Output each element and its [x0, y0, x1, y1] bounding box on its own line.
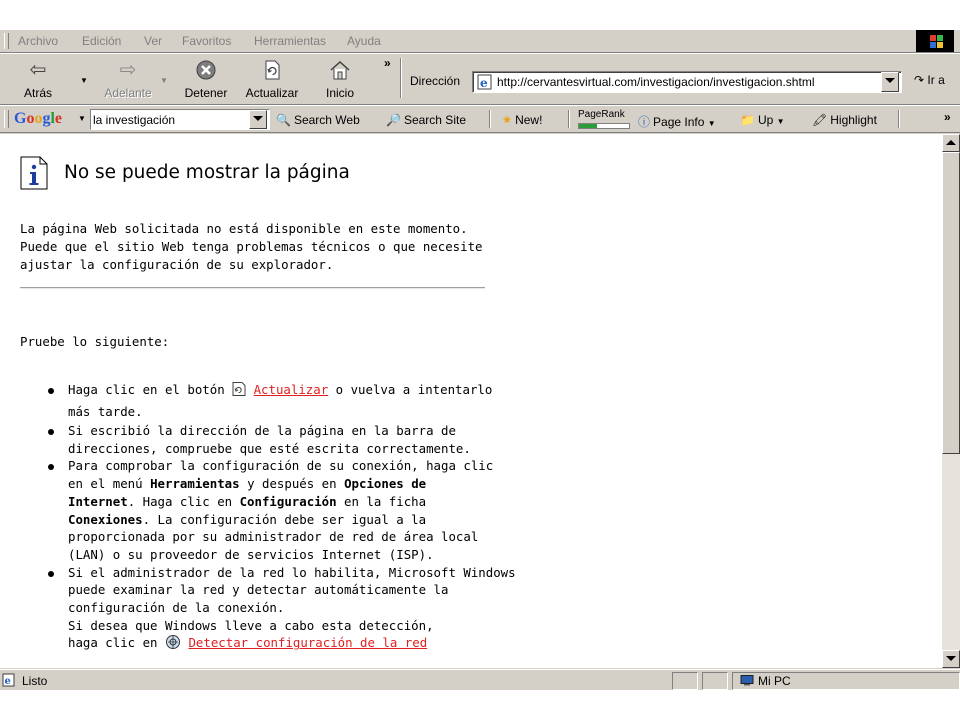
windows-logo-icon	[916, 30, 954, 52]
menu-reference: Internet	[68, 493, 128, 509]
google-separator	[898, 110, 900, 128]
tip-text	[68, 511, 488, 529]
list-item	[48, 378, 493, 422]
google-separator	[568, 110, 570, 128]
list-item	[48, 422, 488, 457]
google-logo[interactable]: Google	[14, 110, 63, 127]
search-site-icon: 🔎	[386, 113, 401, 127]
tip-text: proporcionada por su administrador de red de área local	[68, 529, 479, 545]
tip-text: Haga clic en el botón	[68, 382, 225, 397]
home-button[interactable]: Inicio	[312, 56, 368, 102]
forward-button[interactable]: ⇨ Adelante	[104, 59, 152, 100]
stop-icon	[196, 60, 216, 84]
menu-favoritos[interactable]: Favoritos	[182, 34, 232, 48]
google-menu-dropdown-icon[interactable]: ▼	[78, 114, 86, 123]
try-heading: Pruebe lo siguiente:	[20, 334, 170, 349]
tip-text	[68, 475, 488, 493]
pagerank-bar	[578, 123, 630, 129]
menu-ver[interactable]: Ver	[144, 34, 163, 48]
menu-reference: Herramientas	[150, 476, 240, 492]
tip-text: (LAN) o su proveedor de servicios Internet (ISP).	[68, 546, 434, 562]
bullet	[48, 388, 54, 394]
intro-paragraph	[20, 220, 490, 274]
divider	[20, 287, 485, 289]
highlighter-icon: 🖍	[812, 113, 828, 127]
scroll-up-button[interactable]	[942, 134, 960, 152]
tip-text: en el menú	[68, 476, 143, 492]
pagerank-fill	[579, 124, 597, 128]
address-dropdown-button[interactable]	[881, 72, 899, 92]
browser-window	[0, 30, 960, 690]
page-info-dropdown-icon: ▼	[707, 119, 716, 128]
toolbar-more-chevron[interactable]: »	[384, 56, 391, 70]
status-text: Listo	[22, 674, 48, 688]
detect-network-link[interactable]: Detectar configuración de la red	[188, 635, 428, 651]
tip-text	[68, 634, 488, 655]
tip-text: . Haga clic en	[127, 493, 233, 509]
list-item	[48, 457, 494, 563]
tip-text: Si desea que Windows lleve a cabo esta detección,	[68, 617, 434, 633]
tip-text: direcciones, compruebe que esté escrita correctamente.	[68, 440, 471, 456]
info-icon: ⓘ	[638, 115, 651, 129]
bullet	[48, 571, 54, 577]
scroll-thumb[interactable]	[942, 152, 960, 454]
address-label: Dirección	[410, 74, 461, 88]
refresh-link[interactable]: Actualizar	[253, 382, 329, 397]
refresh-icon	[232, 382, 246, 396]
tip-text: más tarde.	[68, 404, 143, 419]
go-arrow-icon: ↷	[914, 73, 925, 87]
status-bar	[0, 669, 960, 690]
tip-text: configuración de la conexión.	[68, 600, 285, 616]
back-dropdown-icon[interactable]: ▼	[80, 76, 88, 85]
bullet	[48, 464, 54, 470]
page-content	[0, 134, 942, 668]
google-search-dropdown-button[interactable]	[249, 110, 267, 129]
tip-text: o vuelva a intentarlo	[335, 382, 493, 397]
tip-text	[68, 493, 488, 511]
folder-up-icon: 📁	[740, 113, 755, 127]
menu-edicion[interactable]: Edición	[82, 34, 122, 48]
status-pane	[702, 672, 728, 690]
stop-button[interactable]: Detener	[178, 56, 234, 102]
address-input[interactable]	[497, 72, 877, 92]
ie-page-icon	[2, 673, 16, 687]
menu-grip	[4, 33, 9, 49]
go-button[interactable]: ↷ Ir a	[914, 73, 945, 87]
up-dropdown-icon: ▼	[776, 117, 785, 126]
menu-reference: Configuración	[239, 493, 337, 509]
tip-text: haga clic en	[68, 635, 158, 651]
vertical-scrollbar[interactable]	[942, 134, 960, 668]
tip-text: Si el administrador de la red lo habilita, Microsoft Windows	[68, 564, 516, 580]
refresh-button[interactable]: Actualizar	[238, 56, 306, 102]
pagerank-indicator[interactable]: PageRank	[578, 109, 630, 129]
up-button[interactable]: 📁 Up ▼	[740, 113, 785, 127]
google-toolbar-more-chevron[interactable]: »	[944, 110, 951, 124]
scroll-down-button[interactable]	[942, 650, 960, 668]
search-site-button[interactable]: 🔎 Search Site	[386, 113, 466, 127]
back-button[interactable]: ⇦ Atrás	[23, 59, 52, 100]
tip-text: . La configuración debe ser igual a la	[142, 511, 427, 527]
google-separator	[489, 110, 491, 128]
intro-line: ajustar la configuración de su explorador.	[20, 257, 334, 272]
search-web-button[interactable]: 🔍 Search Web	[276, 113, 360, 127]
tips-list	[48, 378, 516, 655]
intro-line: Puede que el sitio Web tenga problemas técnicos o que necesite	[20, 239, 483, 254]
page-title: No se puede mostrar la página	[64, 162, 350, 183]
forward-dropdown-icon[interactable]: ▼	[160, 76, 168, 85]
google-search-input[interactable]	[93, 110, 243, 129]
page-info-button[interactable]: ⓘ Page Info ▼	[638, 115, 716, 129]
standard-toolbar	[0, 54, 960, 105]
tip-text: puede examinar la red y detectar automáticamente la	[68, 582, 449, 598]
address-bar[interactable]	[472, 71, 902, 93]
network-detect-icon	[165, 634, 181, 655]
info-page-icon	[20, 156, 48, 190]
bullet	[48, 429, 54, 435]
ie-page-icon	[477, 74, 493, 90]
svg-text:e: e	[4, 676, 11, 687]
menu-reference: Conexiones	[68, 511, 143, 527]
tip-text: Si escribió la dirección de la página en la barra de	[68, 423, 456, 438]
list-item	[48, 564, 516, 656]
google-toolbar-grip	[4, 110, 9, 128]
menu-herramientas[interactable]: Herramientas	[254, 34, 327, 48]
highlight-button[interactable]: 🖍 Highlight	[812, 113, 877, 127]
menu-reference: Opciones de	[344, 476, 427, 492]
security-zone-text: Mi PC	[758, 674, 791, 688]
back-arrow-icon: ⇦	[29, 59, 47, 81]
binoculars-icon: 🔍	[276, 113, 291, 127]
svg-text:e: e	[480, 76, 488, 90]
new-button[interactable]: ✷ New!	[502, 113, 543, 127]
google-search-box[interactable]	[90, 109, 270, 130]
tip-text: y después en	[247, 476, 337, 492]
menu-bar	[0, 30, 960, 53]
my-computer-icon	[740, 675, 754, 686]
status-pane	[672, 672, 698, 690]
home-icon	[329, 60, 351, 84]
forward-arrow-icon: ⇨	[119, 59, 137, 81]
tip-text: en la ficha	[344, 493, 427, 509]
intro-line: La página Web solicitada no está disponible en este momento.	[20, 221, 468, 236]
google-toolbar	[0, 106, 960, 133]
new-star-icon: ✷	[502, 113, 513, 127]
toolbar-separator	[400, 58, 402, 98]
refresh-icon	[263, 60, 281, 84]
menu-ayuda[interactable]: Ayuda	[347, 34, 381, 48]
menu-archivo[interactable]: Archivo	[18, 34, 59, 48]
tip-text: Para comprobar la configuración de su conexión, haga clic	[68, 458, 494, 474]
